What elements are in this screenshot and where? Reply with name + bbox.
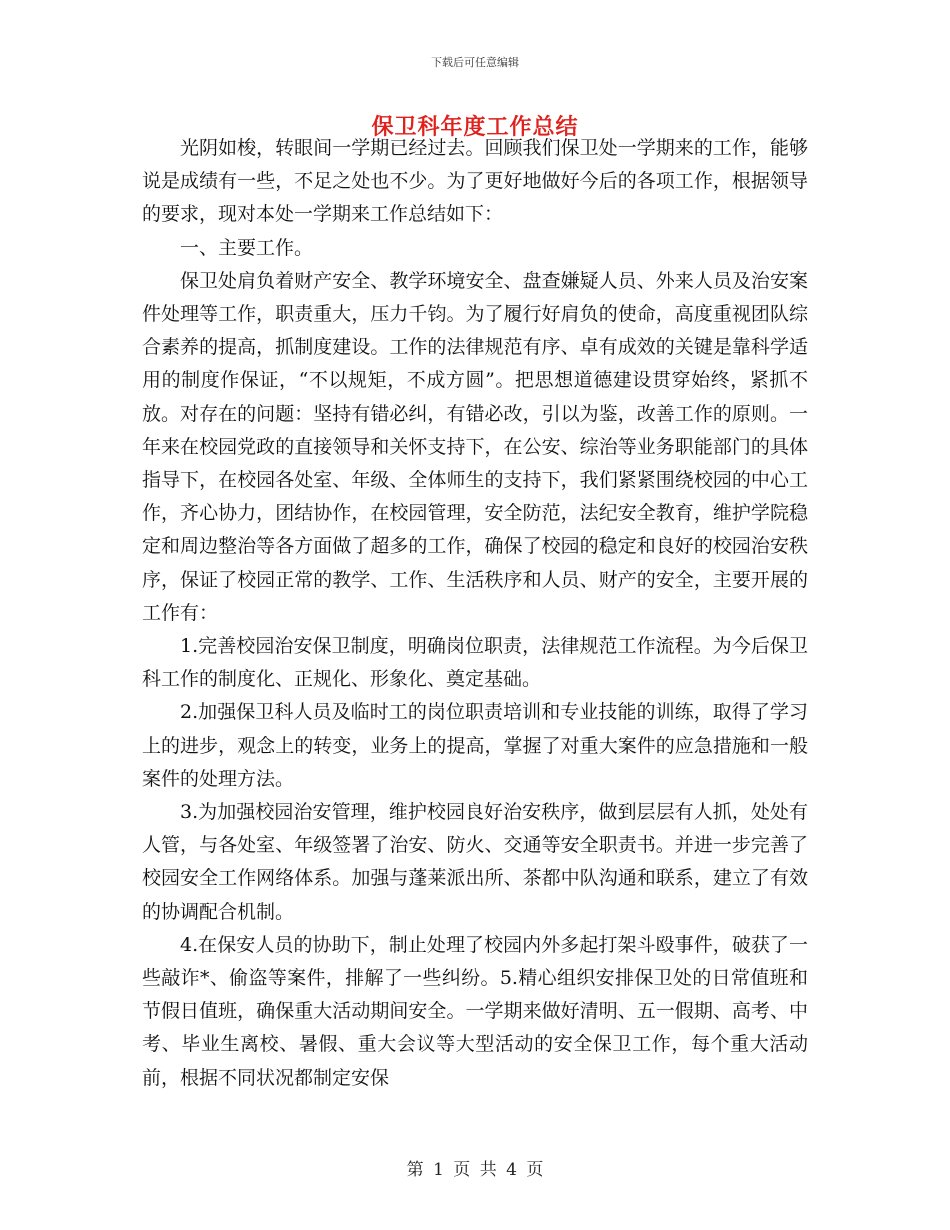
paragraph-item-1: 1.完善校园治安保卫制度，明确岗位职责，法律规范工作流程。为今后保卫科工作的制度化、正规化、形象化、奠定基础。 (142, 635, 808, 691)
page-number: 第 1 页 共 4 页 (406, 1160, 544, 1180)
paragraph-item-2: 2.加强保卫科人员及临时工的岗位职责培训和专业技能的训练，取得了学习上的进步，观念上的转变，业务上的提高，掌握了对重大案件的应急措施和一般案件的处理方法。 (142, 701, 808, 790)
document-title: 保卫科年度工作总结 (371, 114, 579, 140)
paragraph-section-heading: 一、主要工作。 (180, 236, 314, 259)
document-body (142, 132, 808, 1095)
paragraph-item-4: 4.在保安人员的协助下，制止处理了校园内外多起打架斗殴事件，破获了一些敲诈*、偷盗等案件，排解了一些纠纷。5.精心组织安排保卫处的日常值班和节假日值班，确保重大活动期间安全。一学期来做好清明、五一假期、高考、中考、毕业生离校、暑假、重大会议等大型活动的安全保卫工作，每个重大活动前，根据不同状况都制定安保 (142, 933, 808, 1089)
paragraph-item-3: 3.为加强校园治安管理，维护校园良好治安秩序，做到层层有人抓，处处有人管，与各处室、年级签署了治安、防火、交通等安全职责书。并进一步完善了校园安全工作网络体系。加强与蓬莱派出所、茶都中队沟通和联系，建立了有效的协调配合机制。 (142, 801, 808, 923)
paragraph-intro: 光阴如梭，转眼间一学期已经过去。回顾我们保卫处一学期来的工作，能够说是成绩有一些，不足之处也不少。为了更好地做好今后的各项工作，根据领导的要求，现对本处一学期来工作总结如下： (142, 137, 808, 226)
paragraph-main-work: 保卫处肩负着财产安全、教学环境安全、盘查嫌疑人员、外来人员及治安案件处理等工作，职责重大，压力千钧。为了履行好肩负的使命，高度重视团队综合素养的提高，抓制度建设。工作的法律规范有序、卓有成效的关键是靠科学适用的制度作保证，“不以规矩，不成方圆”。把思想道德建设贯穿始终，紧抓不放。对存在的问题：坚持有错必纠，有错必改，引以为鉴，改善工作的原则。一年来在校园党政的直接领导和关怀支持下，在公安、综治等业务职能部门的具体指导下，在校园各处室、年级、全体师生的支持下，我们紧紧围绕校园的中心工作，齐心协力，团结协作，在校园管理，安全防范，法纪安全教育，维护学院稳定和周边整治等各方面做了超多的工作，确保了校园的稳定和良好的校园治安秩序，保证了校园正常的教学、工作、生活秩序和人员、财产的安全，主要开展的工作有： (142, 269, 808, 624)
header-note: 下载后可任意编辑 (431, 56, 519, 69)
